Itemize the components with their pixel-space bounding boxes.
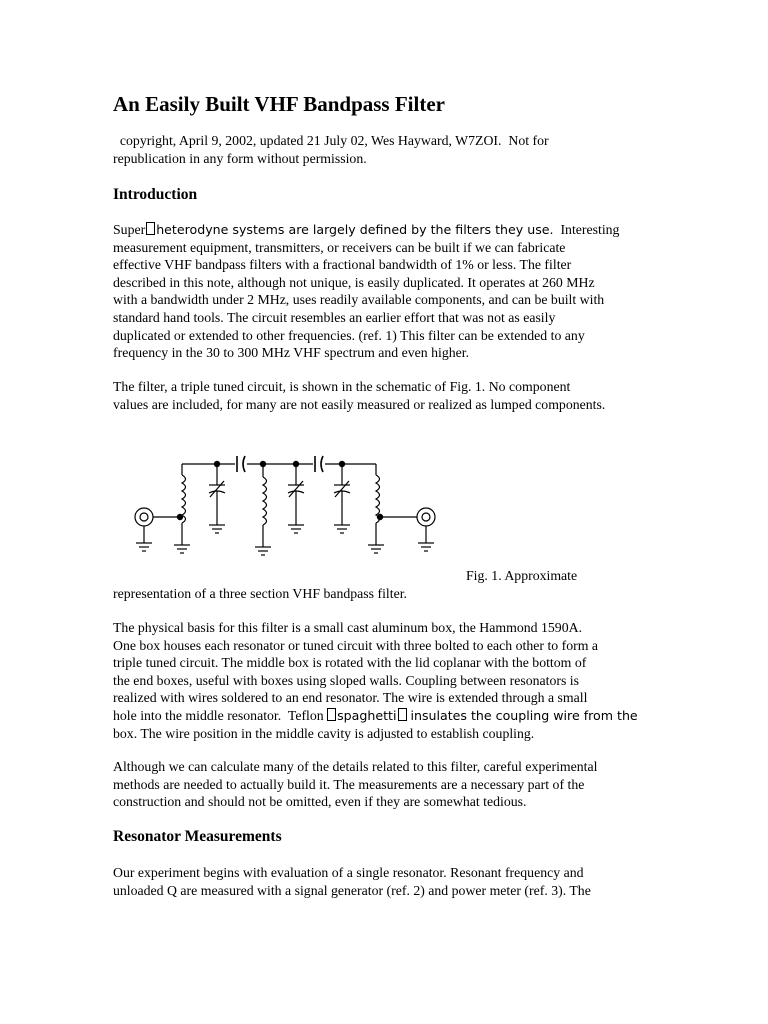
left-tuning-capacitor	[209, 464, 225, 533]
figure-caption-continued	[113, 585, 653, 603]
copyright-line: copyright, April 9, 2002, updated 21 July 02, Wes Hayward, W7ZOI. Not for	[113, 133, 549, 148]
physical-paragraph	[113, 619, 653, 742]
resonator-line: unloaded Q are measured with a signal generator (ref. 2) and power meter (ref. 3). The	[113, 882, 591, 898]
resonator-line: Our experiment begins with evaluation of a single resonator. Resonant frequency and	[113, 865, 584, 880]
left-inductor	[174, 464, 190, 553]
physical-line: One box houses each resonator or tuned circuit with three bolted to each other to form a	[113, 637, 599, 653]
filter-line: values are included, for many are not easily measured or realized as lumped components.	[113, 396, 606, 412]
filter-line: The filter, a triple tuned circuit, is shown in the schematic of Fig. 1. No component	[113, 379, 571, 394]
intro-line	[113, 221, 653, 239]
intro-text: heterodyne systems are largely defined by the filters they use.	[156, 222, 554, 237]
output-connector	[380, 508, 435, 551]
physical-text: spaghetti	[337, 707, 397, 723]
missing-glyph-icon	[146, 222, 155, 235]
filter-schematic	[126, 445, 446, 560]
physical-line: the end boxes, useful with boxes using sloped walls. Coupling between resonators is	[113, 672, 579, 688]
intro-line: duplicated or extended to other frequencies. (ref. 1) This filter can be extended to any	[113, 327, 585, 343]
copyright-line: republication in any form without permission.	[113, 150, 367, 166]
although-line: construction and should not be omitted, even if they are somewhat tedious.	[113, 794, 527, 810]
filter-paragraph	[113, 378, 653, 413]
physical-line	[113, 707, 653, 725]
physical-line: The physical basis for this filter is a small cast aluminum box, the Hammond 1590A.	[113, 620, 583, 635]
intro-text: Interesting	[553, 222, 620, 237]
caption-line: representation of a three section VHF bandpass filter.	[113, 586, 407, 601]
physical-line: realized with wires soldered to an end resonator. The wire is extended through a small	[113, 690, 588, 706]
missing-glyph-icon	[398, 708, 407, 721]
copyright-notice	[113, 132, 653, 167]
intro-paragraph	[113, 221, 653, 362]
coupling-capacitor-1	[237, 456, 245, 472]
physical-text: insulates the coupling wire from the	[406, 707, 638, 723]
physical-line: box. The wire position in the middle cavity is adjusted to establish coupling.	[113, 725, 535, 741]
right-tuning-capacitor	[334, 464, 350, 533]
page-title: An Easily Built VHF Bandpass Filter	[113, 92, 445, 116]
figure-caption: Fig. 1. Approximate	[466, 568, 578, 583]
physical-line: triple tuned circuit. The middle box is rotated with the lid coplanar with the bottom of	[113, 655, 587, 671]
intro-line: frequency in the 30 to 300 MHz VHF spectrum and even higher.	[113, 345, 470, 361]
physical-text: hole into the middle resonator. Teflon	[113, 707, 328, 723]
section-heading-resonator-measurements: Resonator Measurements	[113, 828, 282, 845]
although-line: methods are needed to actually build it. The measurements are a necessary part of the	[113, 776, 585, 792]
input-connector	[135, 508, 180, 551]
coupling-capacitor-2	[315, 456, 323, 472]
junction-dots	[177, 461, 383, 520]
intro-line: effective VHF bandpass filters with a fractional bandwidth of 1% or less. The filter	[113, 257, 572, 273]
intro-line: standard hand tools. The circuit resembles an earlier effort that was not as easily	[113, 309, 556, 325]
missing-glyph-icon	[327, 708, 336, 721]
intro-text: Super	[113, 222, 146, 237]
resonator-paragraph	[113, 864, 653, 899]
middle-inductor	[255, 464, 271, 555]
although-line: Although we can calculate many of the details related to this filter, careful experimental	[113, 759, 598, 774]
intro-line: with a bandwidth under 2 MHz, uses readily available components, and can be built with	[113, 292, 605, 308]
middle-tuning-capacitor	[288, 464, 304, 533]
intro-line: described in this note, although not unique, is easily duplicated. It operates at 260 MHz	[113, 274, 595, 290]
section-heading-introduction: Introduction	[113, 186, 198, 203]
right-inductor	[368, 464, 384, 553]
although-paragraph	[113, 758, 653, 811]
intro-line: measurement equipment, transmitters, or receivers can be built if we can fabricate	[113, 239, 566, 255]
